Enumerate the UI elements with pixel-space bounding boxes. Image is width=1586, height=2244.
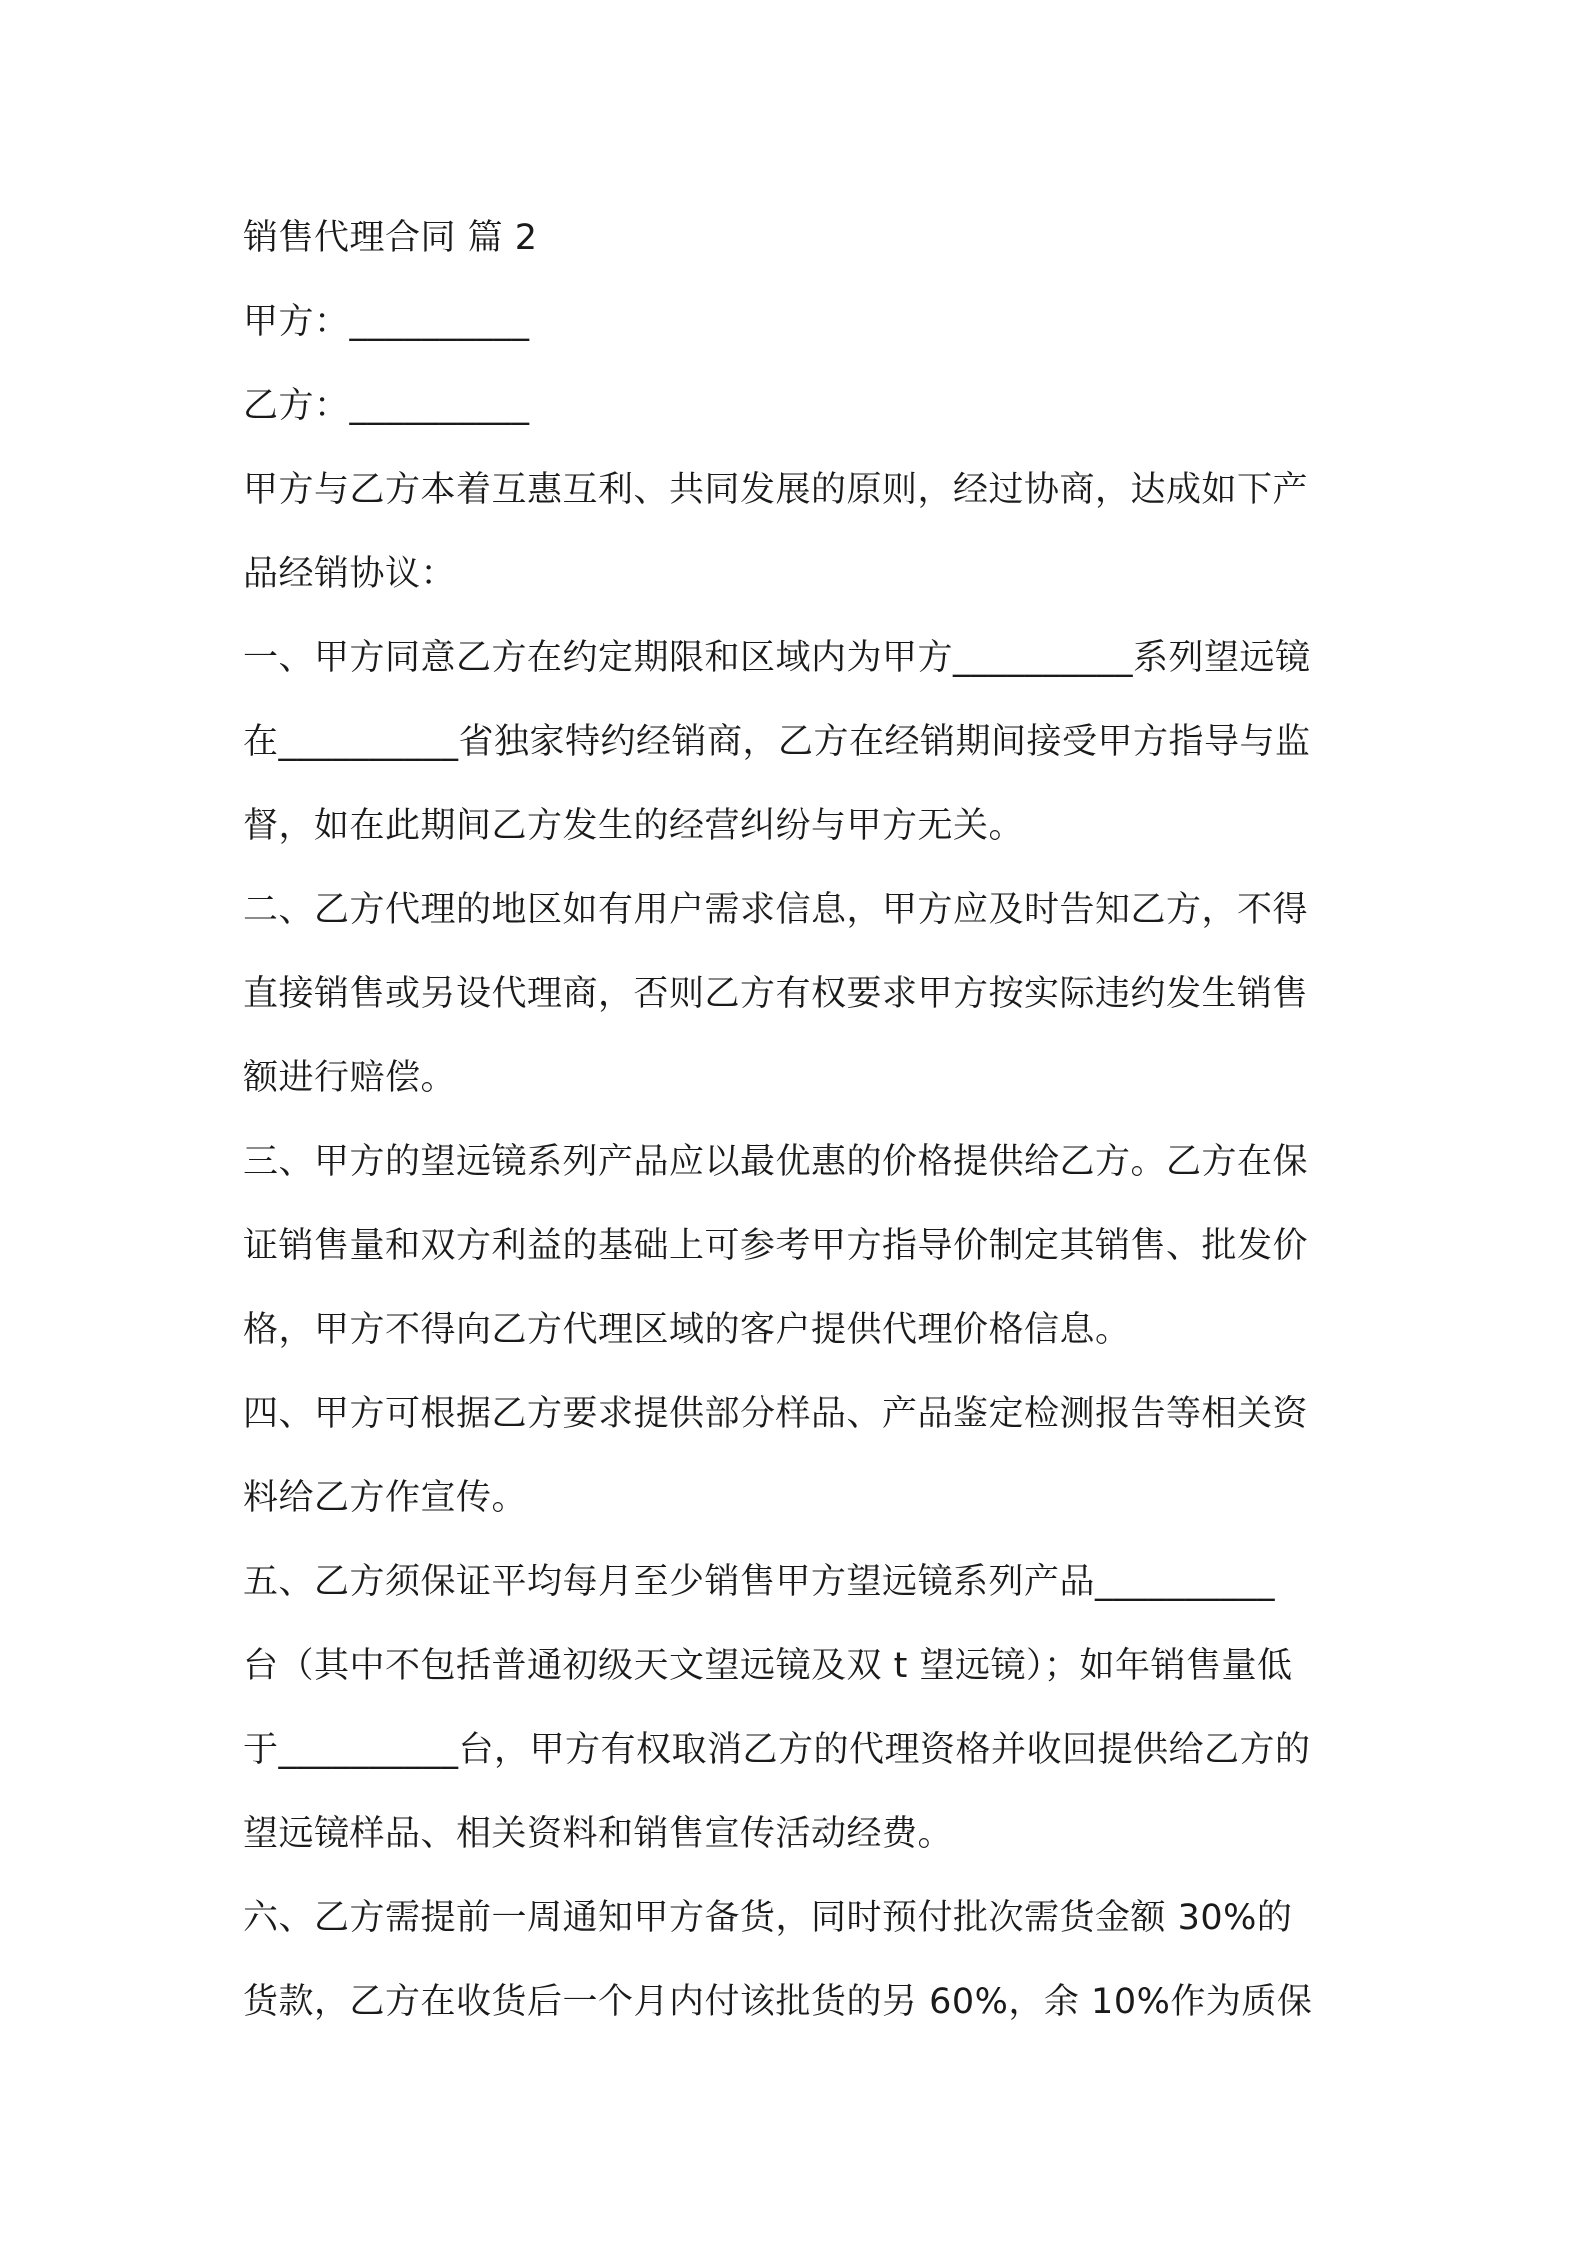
- text-line: 货款，乙方在收货后一个月内付该批货的另 60%，余 10%作为质保: [243, 1982, 1313, 2022]
- text-line: 二、乙方代理的地区如有用户需求信息，甲方应及时告知乙方，不得: [243, 890, 1309, 930]
- clause-4: [243, 1372, 1353, 1540]
- text-line: 五、乙方须保证平均每月至少销售甲方望远镜系列产品__________: [243, 1562, 1276, 1602]
- text-line: 六、乙方需提前一周通知甲方备货，同时预付批次需货金额 30%的: [243, 1898, 1293, 1938]
- text-line: 三、甲方的望远镜系列产品应以最优惠的价格提供给乙方。乙方在保: [243, 1142, 1309, 1182]
- text-line: 品经销协议：: [243, 554, 457, 594]
- clause-6: [243, 1876, 1353, 2044]
- clause-2: [243, 868, 1353, 1120]
- text-line: 台（其中不包括普通初级天文望远镜及双 t 望远镜）；如年销售量低: [243, 1646, 1293, 1686]
- text-line: 直接销售或另设代理商，否则乙方有权要求甲方按实际违约发生销售: [243, 974, 1309, 1014]
- text-line: 在__________省独家特约经销商，乙方在经销期间接受甲方指导与监: [243, 722, 1311, 762]
- document-body: [243, 196, 1353, 2044]
- text-line: 一、甲方同意乙方在约定期限和区域内为甲方__________系列望远镜: [243, 638, 1311, 678]
- intro-paragraph: [243, 448, 1353, 616]
- clause-5: [243, 1540, 1353, 1876]
- text-line: 格，甲方不得向乙方代理区域的客户提供代理价格信息。: [243, 1310, 1131, 1350]
- text-line: 于__________台，甲方有权取消乙方的代理资格并收回提供给乙方的: [243, 1730, 1311, 1770]
- text-line: 督，如在此期间乙方发生的经营纠纷与甲方无关。: [243, 806, 1025, 846]
- text-line: 证销售量和双方利益的基础上可参考甲方指导价制定其销售、批发价: [243, 1226, 1309, 1266]
- party-b-line: 乙方：__________: [243, 386, 530, 426]
- clause-1: [243, 616, 1353, 868]
- text-line: 额进行赔偿。: [243, 1058, 457, 1098]
- text-line: 望远镜样品、相关资料和销售宣传活动经费。: [243, 1814, 954, 1854]
- text-line: 甲方与乙方本着互惠互利、共同发展的原则，经过协商，达成如下产: [243, 470, 1309, 510]
- clause-3: [243, 1120, 1353, 1372]
- document-title: 销售代理合同 篇 2: [243, 218, 538, 258]
- party-a-line: 甲方：__________: [243, 302, 530, 342]
- text-line: 料给乙方作宣传。: [243, 1478, 528, 1518]
- text-line: 四、甲方可根据乙方要求提供部分样品、产品鉴定检测报告等相关资: [243, 1394, 1309, 1434]
